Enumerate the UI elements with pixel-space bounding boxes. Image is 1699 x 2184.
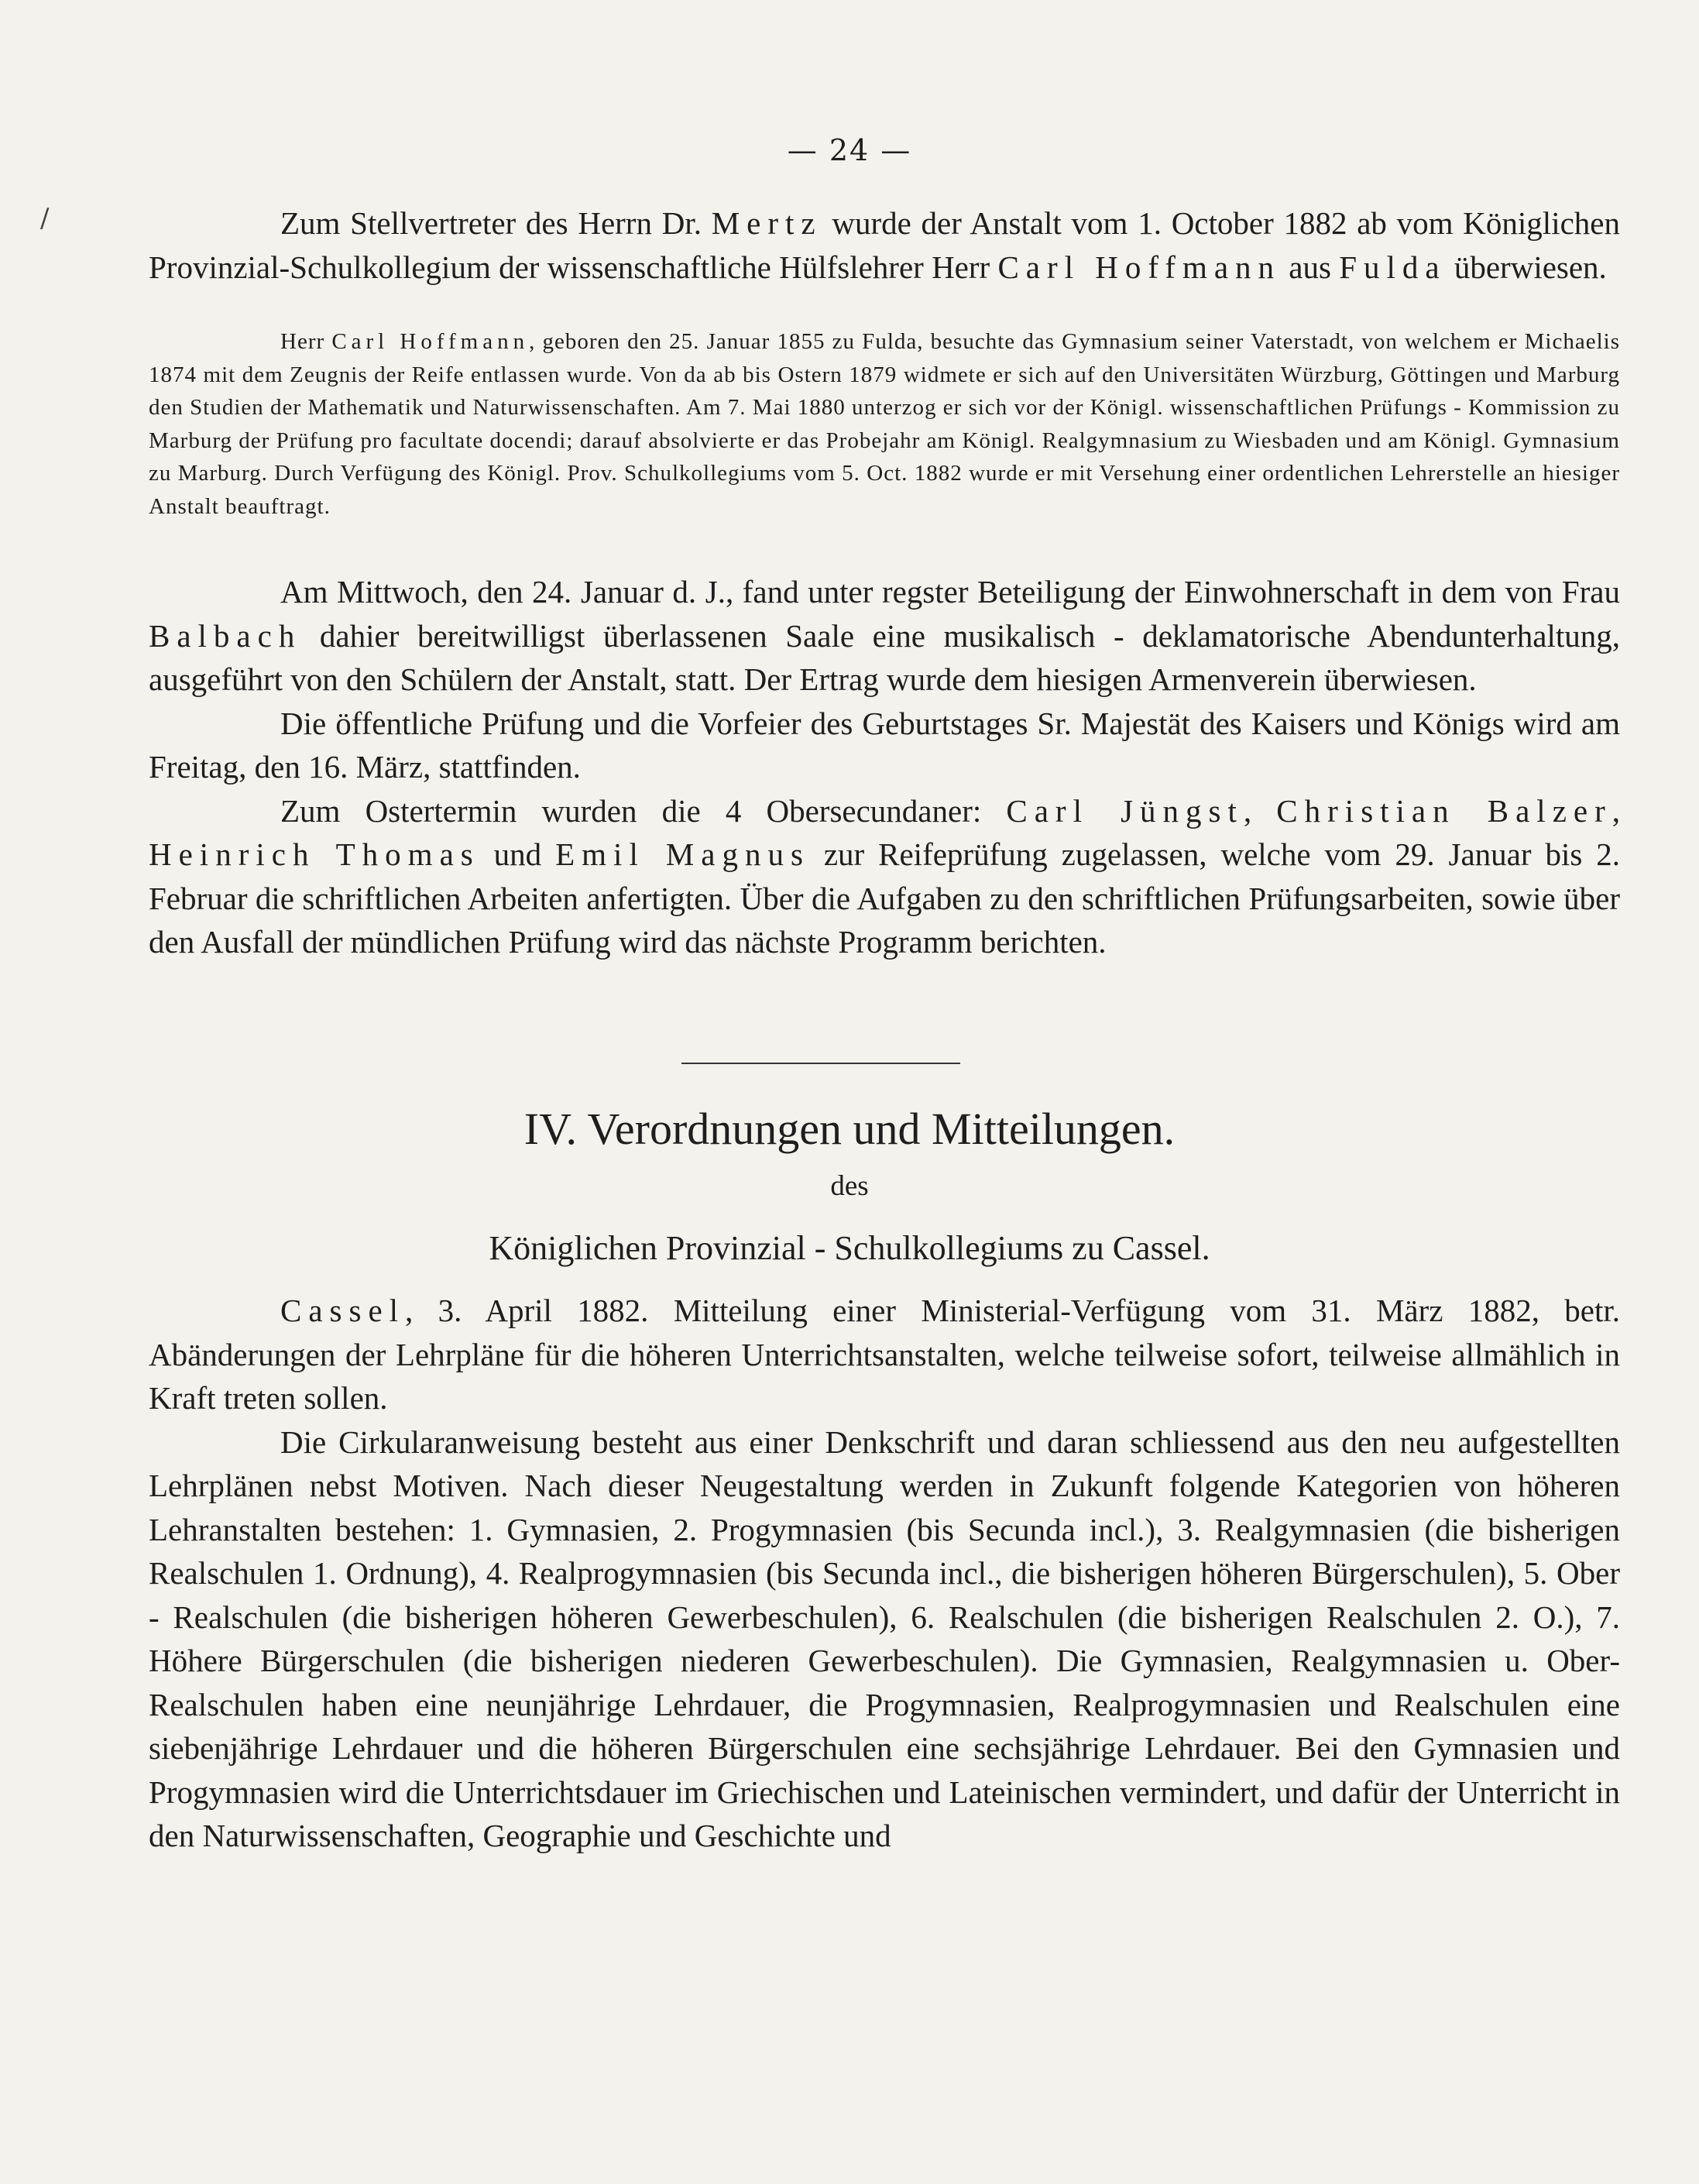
person-name: Carl Hoffmann: [331, 329, 530, 354]
person-name: Carl Hoffmann: [997, 249, 1282, 285]
biography-note: [149, 325, 1620, 523]
paragraph-stellvertreter: [149, 201, 1620, 289]
text-run: ,: [1611, 792, 1620, 829]
text-run: , 3. April 1882. Mitteilung einer Ministerial-Verfügung vom 31. März 1882, betr. Abänderungen der Lehrpläne für die höheren Unterrichtsanstalten, welche teilweise sofort, teilweise allmählich in Kraft treten sollen.: [149, 1293, 1620, 1416]
text-run: Zum Stellvertreter des Herrn Dr.: [280, 205, 712, 241]
section-heading-connector: des: [830, 1170, 869, 1202]
paragraph-cassel-mitteilung: [149, 1289, 1620, 1420]
section-heading: IV. Verordnungen und Mitteilungen.: [523, 1104, 1176, 1154]
text-run: dahier bereitwilligst überlassenen Saale eine musikalisch - deklamatorische Abendunterhaltung, ausgeführt von den Schülern der Anstalt, statt. Der Ertrag wurde dem hiesigen Armenverein überwiesen.: [149, 617, 1620, 697]
paragraph-cirkularanweisung: Die Cirkularanweisung besteht aus einer Denkschrift und daran schliessend aus den neu aufgestellten Lehrplänen nebst Motiven. Nach dieser Neugestaltung werden in Zukunft folgende Kategorien von höheren Lehranstalten bestehen: 1. Gymnasien, 2. Progymnasien (bis Secunda incl.), 3. Realgymnasien (die bisherigen Realschulen 1. Ordnung), 4. Realprogymnasien (bis Secunda incl., die bisherigen höheren Bürgerschulen), 5. Ober - Realschulen (die bisherigen höheren Gewerbeschulen), 6. Realschulen (die bisherigen Realschulen 2. O.), 7. Höhere Bürgerschulen (die bisherigen niederen Gewerbeschulen). Die Gymnasien, Realgymnasien u. Ober-Realschulen haben eine neunjährige Lehrdauer, die Progymnasien, Realprogymnasien und Realschulen eine siebenjährige Lehrdauer und die höheren Bürgerschulen eine sechsjährige Lehrdauer. Bei den Gymnasien und Progymnasien wird die Unterrichtsdauer im Griechischen und Lateinischen vermindert, und dafür der Unterricht in den Naturwissenschaften, Geographie und Geschichte und: [149, 1423, 1620, 1853]
place-name: Fulda: [1339, 249, 1447, 285]
person-name: Mertz: [711, 205, 822, 241]
text-run: aus: [1281, 249, 1340, 285]
text-run: Am Mittwoch, den 24. Januar d. J., fand unter regster Beteiligung der Einwohnerschaft in dem von Frau: [280, 574, 1620, 610]
person-name: Carl Jüngst: [1006, 792, 1244, 829]
paragraph-block-3: [149, 1289, 1620, 1858]
paragraph-pruefung: Die öffentliche Prüfung und die Vorfeier des Geburtstages Sr. Majestät des Kaisers und Königs wird am Freitag, den 16. März, stattfinden.: [149, 705, 1620, 785]
text-run: und: [479, 836, 556, 872]
paragraph-abendunterhaltung: [149, 570, 1620, 702]
section-subheading: Königlichen Provinzial - Schulkollegiums zu Cassel.: [489, 1229, 1210, 1267]
text-run: , geboren den 25. Januar 1855 zu Fulda, besuchte das Gymnasium seiner Vaterstadt, von welchem er Michaelis 1874 mit dem Zeugnis der Reife entlassen wurde. Von da ab bis Ostern 1879 widmete er sich auf den Universitäten Würzburg, Göttingen und Marburg den Studien der Mathematik und Naturwissenschaften. Am 7. Mai 1880 unterzog er sich vor der Königl. wissenschaftlichen Prüfungs - Kommission zu Marburg der Prüfung pro facultate docendi; darauf absolvierte er das Probejahr am Königl. Realgymnasium zu Wiesbaden und am Königl. Gymnasium zu Marburg. Durch Verfügung des Königl. Prov. Schulkollegiums vom 5. Oct. 1882 wurde er mit Versehung einer ordentlichen Lehrerstelle an hiesiger Anstalt beauftragt.: [149, 329, 1620, 519]
paragraph-block-2: [149, 570, 1620, 964]
person-name: Balbach: [149, 617, 302, 654]
text-run: ,: [1243, 792, 1277, 829]
text-run: wurde der Anstalt vom 1. October 1882 ab vom Königlichen Provinzial-Schulkollegium der wissenschaftliche Hülfslehrer Herr: [149, 205, 1620, 285]
person-name: Heinrich Thomas: [149, 836, 480, 872]
margin-mark: /: [40, 203, 50, 234]
text-run: zur Reifeprüfung zugelassen, welche vom 29. Januar bis 2. Februar die schriftlichen Arbeiten anfertigten. Über die Aufgaben zu den schriftlichen Prüfungsarbeiten, sowie über den Ausfall der mündlichen Prüfung wird das nächste Programm berichten.: [149, 836, 1621, 960]
paragraph-ostertermin: [149, 789, 1620, 964]
text-run: Zum Ostertermin wurden die 4 Obersecundaner:: [280, 792, 1007, 829]
text-run: Herr: [280, 329, 332, 354]
paragraph-biography: [149, 325, 1620, 523]
paragraph-block-1: [149, 201, 1620, 289]
person-name: Christian Balzer: [1276, 792, 1612, 829]
place-name: Cassel: [280, 1293, 406, 1328]
page-number: — 24 —: [787, 133, 912, 167]
text-run: überwiesen.: [1446, 249, 1607, 285]
person-name: Emil Magnus: [555, 836, 810, 872]
section-divider: [681, 1063, 960, 1064]
